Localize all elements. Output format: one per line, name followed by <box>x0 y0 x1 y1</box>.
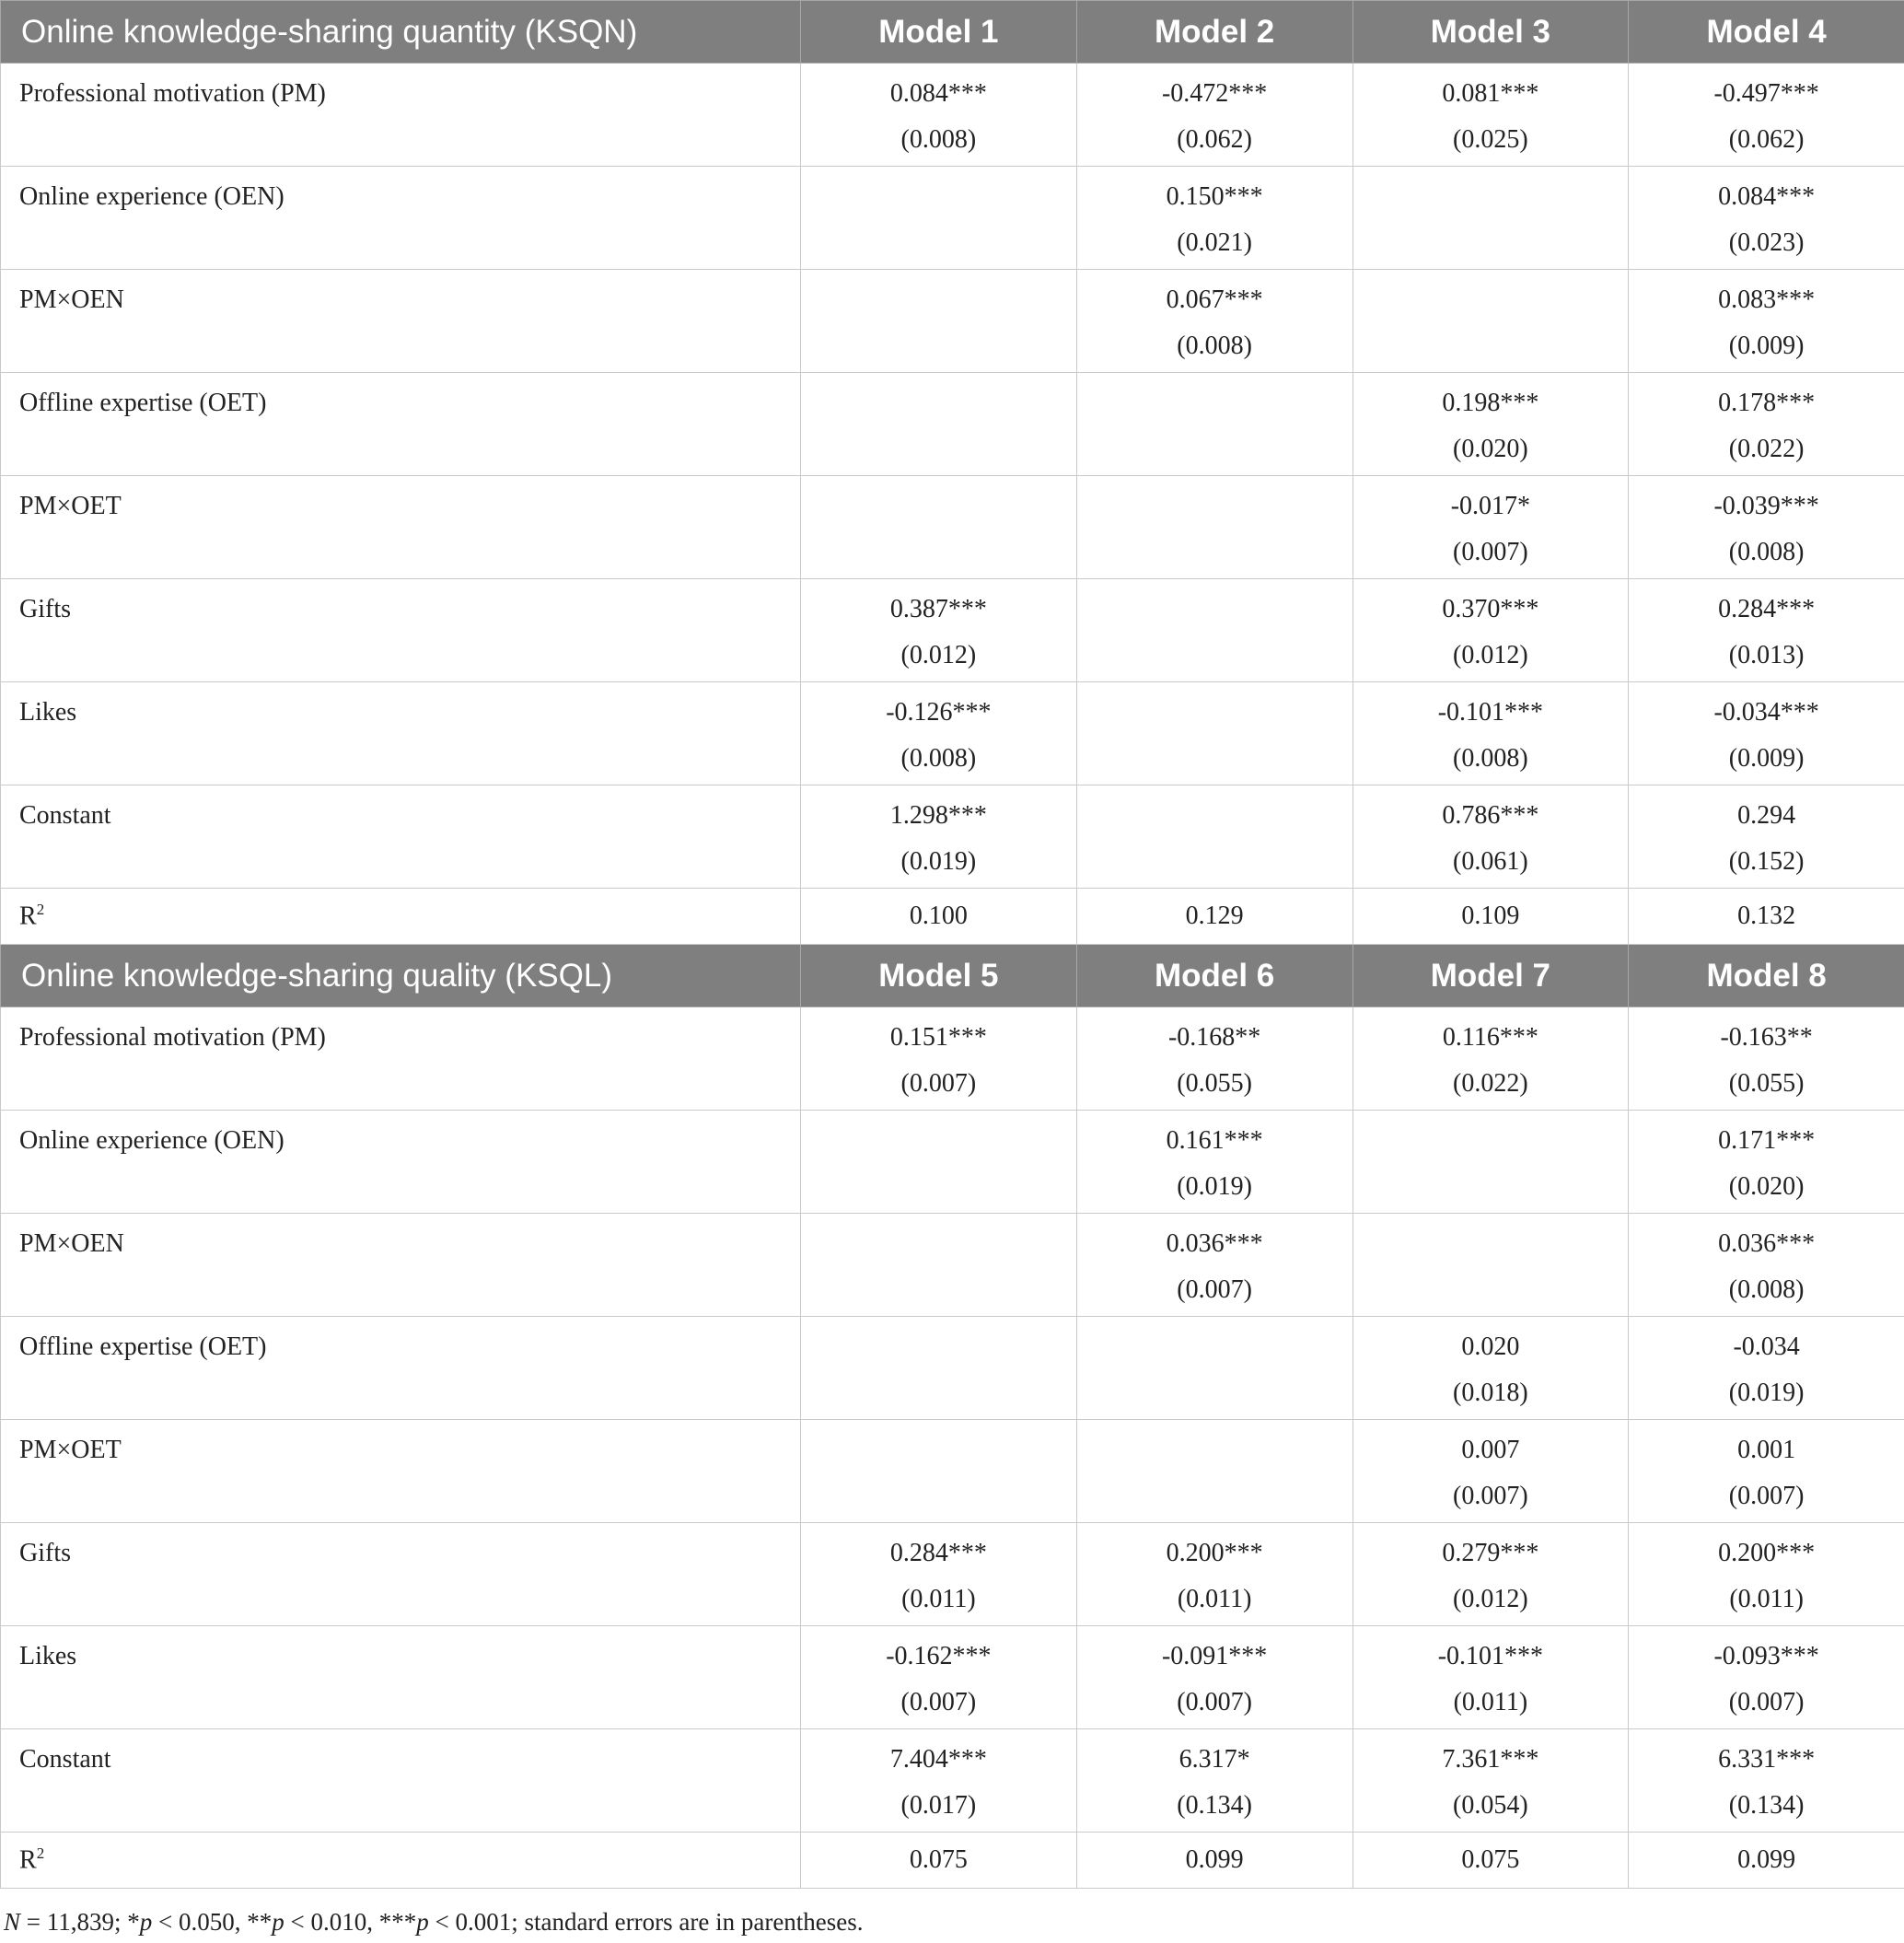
standard-error-value: (0.012) <box>900 641 977 669</box>
variable-label: Constant <box>1 785 801 889</box>
r-squared-value: 0.099 <box>1076 1832 1353 1889</box>
coefficient-value: 0.036*** <box>1718 1229 1816 1258</box>
model-header: Model 4 <box>1629 1 1904 64</box>
coefficient-cell <box>1353 373 1629 476</box>
variable-label: Gifts <box>1 579 801 682</box>
variable-label: Likes <box>1 1626 801 1729</box>
standard-error-value: (0.019) <box>1728 1379 1805 1407</box>
coefficient-cell <box>1076 1317 1353 1420</box>
coefficient-value: 7.404*** <box>889 1745 987 1774</box>
r-squared-superscript: 2 <box>36 1844 45 1863</box>
standard-error-value: (0.022) <box>1728 435 1805 463</box>
coefficient-cell <box>1353 1420 1629 1523</box>
coefficient-cell <box>1353 64 1629 167</box>
standard-error-value: (0.013) <box>1728 641 1805 669</box>
coefficient-value: -0.497*** <box>1713 79 1819 108</box>
table-row <box>1 64 1904 167</box>
standard-error-value: (0.020) <box>1728 1172 1805 1201</box>
coefficient-cell <box>801 270 1077 373</box>
r-squared-row <box>1 889 1904 945</box>
coefficient-value: -0.091*** <box>1161 1642 1268 1670</box>
coefficient-cell <box>1629 1214 1904 1317</box>
coefficient-value: 0.284*** <box>889 1539 987 1567</box>
standard-error-value: (0.008) <box>900 125 977 154</box>
standard-error-value: (0.062) <box>1177 125 1252 154</box>
model-header: Model 7 <box>1353 945 1629 1007</box>
r-squared-value: 0.075 <box>1353 1832 1629 1889</box>
table-row <box>1 1729 1904 1832</box>
standard-error-value: (0.018) <box>1453 1379 1528 1407</box>
standard-error-value: (0.021) <box>1177 228 1252 257</box>
note-text-3: < 0.010, *** <box>284 1908 417 1936</box>
standard-error-value: (0.007) <box>1177 1275 1252 1304</box>
variable-label: PM×OET <box>1 1420 801 1523</box>
coefficient-value: 0.294 <box>1737 801 1796 830</box>
coefficient-cell <box>1076 64 1353 167</box>
coefficient-value: -0.093*** <box>1713 1642 1819 1670</box>
coefficient-cell <box>1076 270 1353 373</box>
coefficient-cell <box>801 785 1077 889</box>
table-row <box>1 579 1904 682</box>
coefficient-value: 0.084*** <box>1718 182 1816 211</box>
variable-label: PM×OET <box>1 476 801 579</box>
coefficient-cell <box>801 1007 1077 1111</box>
coefficient-cell <box>1629 682 1904 785</box>
coefficient-cell <box>801 1626 1077 1729</box>
coefficient-value: 0.151*** <box>889 1023 987 1052</box>
r-squared-superscript: 2 <box>36 901 45 919</box>
coefficient-cell <box>1629 1317 1904 1420</box>
coefficient-value: 0.081*** <box>1442 79 1539 108</box>
standard-error-value: (0.007) <box>900 1069 977 1098</box>
table-row <box>1 270 1904 373</box>
table-row <box>1 1111 1904 1214</box>
coefficient-cell <box>1076 373 1353 476</box>
coefficient-cell <box>1353 476 1629 579</box>
coefficient-cell <box>1353 785 1629 889</box>
coefficient-value: 0.161*** <box>1166 1126 1263 1155</box>
standard-error-value: (0.022) <box>1453 1069 1528 1098</box>
coefficient-cell <box>1076 785 1353 889</box>
variable-label: Online experience (OEN) <box>1 167 801 270</box>
model-header: Model 2 <box>1076 1 1353 64</box>
standard-error-value: (0.008) <box>900 744 977 773</box>
note-p2: p <box>272 1908 284 1936</box>
standard-error-value: (0.008) <box>1177 332 1252 360</box>
table-row <box>1 373 1904 476</box>
coefficient-cell <box>801 373 1077 476</box>
standard-error-value: (0.008) <box>1728 1275 1805 1304</box>
coefficient-value: 0.200*** <box>1718 1539 1816 1567</box>
coefficient-cell <box>1629 1111 1904 1214</box>
coefficient-value: 0.198*** <box>1442 389 1539 417</box>
coefficient-cell <box>1629 476 1904 579</box>
note-text-1: = 11,839; * <box>20 1908 140 1936</box>
coefficient-value: 0.284*** <box>1718 595 1816 623</box>
section-header-row <box>1 1 1904 64</box>
coefficient-cell <box>1353 1111 1629 1214</box>
standard-error-value: (0.152) <box>1728 847 1805 876</box>
coefficient-value: 0.084*** <box>889 79 987 108</box>
coefficient-value: 6.317* <box>1178 1745 1250 1774</box>
section-title <box>1 945 801 1007</box>
note-text-4: < 0.001; standard errors are in parentheses. <box>428 1908 864 1936</box>
coefficient-value: -0.034*** <box>1713 698 1819 727</box>
coefficient-cell <box>801 476 1077 579</box>
coefficient-value: 0.007 <box>1461 1436 1520 1464</box>
coefficient-cell <box>1076 1111 1353 1214</box>
coefficient-cell <box>1353 1729 1629 1832</box>
coefficient-value: -0.168** <box>1167 1023 1261 1052</box>
variable-label: Professional motivation (PM) <box>1 64 801 167</box>
model-header: Model 5 <box>801 945 1077 1007</box>
variable-label: PM×OEN <box>1 1214 801 1317</box>
coefficient-cell <box>1353 1317 1629 1420</box>
coefficient-cell <box>1353 1007 1629 1111</box>
coefficient-cell <box>1629 1420 1904 1523</box>
table-footnote <box>4 1908 864 1937</box>
r-squared-value: 0.109 <box>1353 889 1629 945</box>
coefficient-value: -0.017* <box>1450 492 1531 520</box>
model-header: Model 8 <box>1629 945 1904 1007</box>
coefficient-value: 0.387*** <box>889 595 987 623</box>
coefficient-cell <box>1076 1420 1353 1523</box>
r-squared-letter: R <box>19 1845 37 1875</box>
standard-error-value: (0.025) <box>1453 125 1528 154</box>
coefficient-cell <box>1076 1729 1353 1832</box>
table-row <box>1 476 1904 579</box>
coefficient-cell <box>1076 476 1353 579</box>
coefficient-value: -0.101*** <box>1437 1642 1544 1670</box>
standard-error-value: (0.055) <box>1177 1069 1252 1098</box>
coefficient-cell <box>1629 167 1904 270</box>
r-squared-label <box>1 889 801 945</box>
model-header: Model 6 <box>1076 945 1353 1007</box>
coefficient-value: 7.361*** <box>1442 1745 1539 1774</box>
coefficient-value: 0.036*** <box>1166 1229 1263 1258</box>
coefficient-value: 0.067*** <box>1166 285 1263 314</box>
coefficient-cell <box>801 1729 1077 1832</box>
variable-label: PM×OEN <box>1 270 801 373</box>
standard-error-value: (0.007) <box>1453 538 1528 566</box>
standard-error-value: (0.017) <box>900 1791 977 1820</box>
coefficient-cell <box>801 167 1077 270</box>
table-row <box>1 1007 1904 1111</box>
coefficient-cell <box>1076 1626 1353 1729</box>
coefficient-value: -0.162*** <box>886 1642 992 1670</box>
r-squared-value: 0.075 <box>801 1832 1077 1889</box>
section-title <box>1 1 801 64</box>
coefficient-value: 1.298*** <box>889 801 987 830</box>
coefficient-value: -0.472*** <box>1161 79 1268 108</box>
coefficient-cell <box>1629 373 1904 476</box>
standard-error-value: (0.020) <box>1453 435 1528 463</box>
variable-label: Likes <box>1 682 801 785</box>
coefficient-cell <box>1629 579 1904 682</box>
coefficient-cell <box>801 579 1077 682</box>
standard-error-value: (0.007) <box>1177 1688 1252 1716</box>
coefficient-value: 0.370*** <box>1442 595 1539 623</box>
variable-label: Gifts <box>1 1523 801 1626</box>
standard-error-value: (0.009) <box>1728 332 1805 360</box>
coefficient-value: 0.150*** <box>1166 182 1263 211</box>
note-text-2: < 0.050, ** <box>152 1908 273 1936</box>
coefficient-value: 0.083*** <box>1718 285 1816 314</box>
standard-error-value: (0.134) <box>1728 1791 1805 1820</box>
standard-error-value: (0.008) <box>1453 744 1528 773</box>
table-row <box>1 682 1904 785</box>
r-squared-value: 0.100 <box>801 889 1077 945</box>
coefficient-cell <box>1629 1007 1904 1111</box>
table-row <box>1 1420 1904 1523</box>
standard-error-value: (0.007) <box>900 1688 977 1716</box>
note-n: N <box>4 1908 21 1936</box>
coefficient-cell <box>801 1317 1077 1420</box>
coefficient-cell <box>1353 682 1629 785</box>
coefficient-cell <box>1353 1626 1629 1729</box>
coefficient-cell <box>1629 64 1904 167</box>
coefficient-value: -0.039*** <box>1713 492 1819 520</box>
table-row <box>1 1626 1904 1729</box>
coefficient-cell <box>1629 270 1904 373</box>
table-row <box>1 1214 1904 1317</box>
r-squared-value: 0.099 <box>1629 1832 1904 1889</box>
r-squared-label <box>1 1832 801 1889</box>
variable-label: Offline expertise (OET) <box>1 373 801 476</box>
coefficient-value: 0.020 <box>1461 1332 1520 1361</box>
coefficient-value: 6.331*** <box>1718 1745 1816 1774</box>
coefficient-value: -0.034 <box>1733 1332 1800 1361</box>
coefficient-cell <box>1076 1007 1353 1111</box>
coefficient-cell <box>1353 167 1629 270</box>
coefficient-value: -0.163** <box>1720 1023 1813 1052</box>
coefficient-cell <box>801 1420 1077 1523</box>
standard-error-value: (0.054) <box>1453 1791 1528 1820</box>
coefficient-cell <box>1076 579 1353 682</box>
standard-error-value: (0.012) <box>1453 1585 1528 1613</box>
r-squared-letter: R <box>19 902 37 931</box>
standard-error-value: (0.011) <box>1177 1585 1252 1613</box>
standard-error-value: (0.007) <box>1453 1482 1528 1510</box>
r-squared-row <box>1 1832 1904 1889</box>
standard-error-value: (0.023) <box>1728 228 1805 257</box>
model-header: Model 3 <box>1353 1 1629 64</box>
coefficient-cell <box>1353 1523 1629 1626</box>
standard-error-value: (0.009) <box>1728 744 1805 773</box>
coefficient-cell <box>1629 785 1904 889</box>
variable-label: Online experience (OEN) <box>1 1111 801 1214</box>
model-header: Model 1 <box>801 1 1077 64</box>
section-title-text: Online knowledge-sharing quality (KSQL) <box>21 957 612 994</box>
standard-error-value: (0.008) <box>1728 538 1805 566</box>
coefficient-value: 0.116*** <box>1442 1023 1538 1052</box>
variable-label: Professional motivation (PM) <box>1 1007 801 1111</box>
coefficient-cell <box>801 64 1077 167</box>
variable-label: Constant <box>1 1729 801 1832</box>
standard-error-value: (0.011) <box>1453 1688 1528 1716</box>
r-squared-value: 0.132 <box>1629 889 1904 945</box>
coefficient-cell <box>801 1111 1077 1214</box>
variable-label: Offline expertise (OET) <box>1 1317 801 1420</box>
section-title-text: Online knowledge-sharing quantity (KSQN) <box>21 13 638 50</box>
standard-error-value: (0.134) <box>1177 1791 1252 1820</box>
coefficient-value: 0.171*** <box>1718 1126 1816 1155</box>
coefficient-cell <box>1353 1214 1629 1317</box>
coefficient-cell <box>801 1523 1077 1626</box>
standard-error-value: (0.019) <box>900 847 977 876</box>
coefficient-cell <box>801 682 1077 785</box>
standard-error-value: (0.019) <box>1177 1172 1252 1201</box>
coefficient-value: 0.200*** <box>1166 1539 1263 1567</box>
standard-error-value: (0.012) <box>1453 641 1528 669</box>
standard-error-value: (0.061) <box>1453 847 1528 876</box>
standard-error-value: (0.011) <box>1729 1585 1804 1613</box>
coefficient-value: 0.279*** <box>1442 1539 1539 1567</box>
r-squared-value: 0.129 <box>1076 889 1353 945</box>
table-body <box>1 1 1904 1889</box>
coefficient-cell <box>1629 1729 1904 1832</box>
standard-error-value: (0.007) <box>1728 1688 1805 1716</box>
coefficient-cell <box>1076 167 1353 270</box>
standard-error-value: (0.055) <box>1728 1069 1805 1098</box>
coefficient-value: 0.001 <box>1737 1436 1796 1464</box>
section-header-row <box>1 945 1904 1007</box>
coefficient-value: -0.126*** <box>886 698 992 727</box>
coefficient-cell <box>1076 1523 1353 1626</box>
table-row <box>1 1317 1904 1420</box>
coefficient-cell <box>1629 1523 1904 1626</box>
coefficient-cell <box>1353 579 1629 682</box>
coefficient-cell <box>1076 682 1353 785</box>
coefficient-value: -0.101*** <box>1437 698 1544 727</box>
coefficient-cell <box>801 1214 1077 1317</box>
coefficient-cell <box>1076 1214 1353 1317</box>
coefficient-value: 0.786*** <box>1442 801 1539 830</box>
standard-error-value: (0.007) <box>1728 1482 1805 1510</box>
standard-error-value: (0.011) <box>901 1585 976 1613</box>
coefficient-cell <box>1629 1626 1904 1729</box>
table-row <box>1 785 1904 889</box>
coefficient-value: 0.178*** <box>1718 389 1816 417</box>
table-row <box>1 167 1904 270</box>
standard-error-value: (0.062) <box>1728 125 1805 154</box>
coefficient-cell <box>1353 270 1629 373</box>
table-row <box>1 1523 1904 1626</box>
note-p1: p <box>139 1908 153 1936</box>
note-p3: p <box>416 1908 429 1936</box>
